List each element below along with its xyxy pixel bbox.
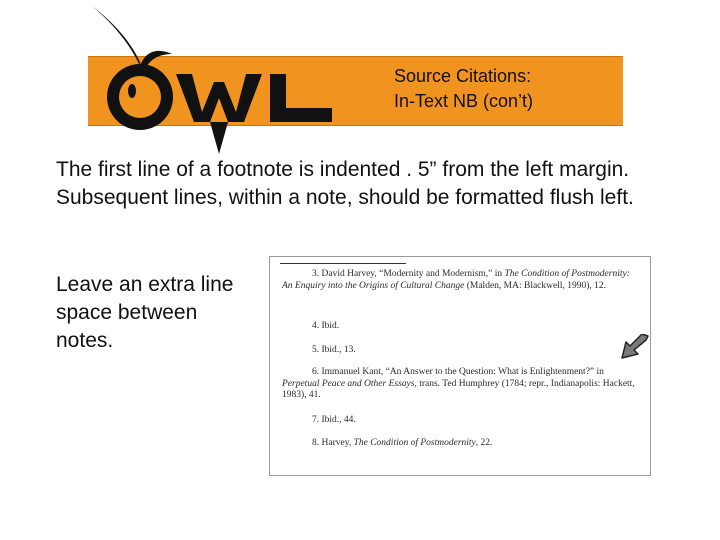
footnote-3-pub: (Malden, MA: Blackwell, 1990), 12. <box>464 280 607 291</box>
owl-tuft-shape <box>92 6 172 74</box>
footnote-8-pub: , 22. <box>475 438 493 448</box>
footnote-3-title: The Condition of Postmodernity: An Enquiry into the Origins of Cultural Change <box>282 269 630 291</box>
banner-title-line1: Source Citations: <box>394 66 532 86</box>
footnote-7 <box>282 415 642 427</box>
owl-logo <box>88 2 348 162</box>
footnote-5-text: 5. Ibid., 13. <box>312 345 356 355</box>
owl-letter-l <box>270 74 332 122</box>
banner-title-line2: In-Text NB (con’t) <box>394 91 534 111</box>
footnote-3 <box>282 269 642 292</box>
footnote-6-text: 6. Immanuel Kant, “An Answer to the Question: What is Enlightenment?” in <box>312 367 604 377</box>
footnote-6-pub: , trans. Ted Humphrey (1784; repr., Indianapolis: Hackett, 1983), 41. <box>282 378 635 400</box>
banner-title <box>394 64 533 114</box>
footnote-5 <box>282 345 642 357</box>
footnote-3-text: 3. David Harvey, “Modernity and Modernism,” in <box>312 269 505 279</box>
footnote-8-title: The Condition of Postmodernity <box>353 438 476 448</box>
footnote-sample-box <box>269 256 651 476</box>
footnote-4 <box>282 321 642 333</box>
footnote-6 <box>282 367 642 402</box>
footnote-8-text: 8. Harvey, <box>312 438 354 448</box>
owl-pupil <box>128 84 136 98</box>
intro-paragraph: The first line of a footnote is indented . 5” from the left margin. Subsequent lines, within a note, should be formatted flush left. <box>56 158 634 209</box>
arrow-pointer-icon <box>620 334 650 362</box>
footnote-separator-rule <box>280 263 406 264</box>
footnote-7-text: 7. Ibid., 44. <box>312 415 356 425</box>
extra-space-note: Leave an extra line space between notes. <box>56 273 234 352</box>
footnote-6-title: Perpetual Peace and Other Essays <box>282 378 415 389</box>
footnote-4-text: 4. Ibid. <box>312 321 340 331</box>
owl-letter-w <box>176 74 262 122</box>
owl-beak <box>210 122 228 154</box>
footnote-8 <box>282 438 642 450</box>
owl-eye-inner <box>119 76 161 118</box>
